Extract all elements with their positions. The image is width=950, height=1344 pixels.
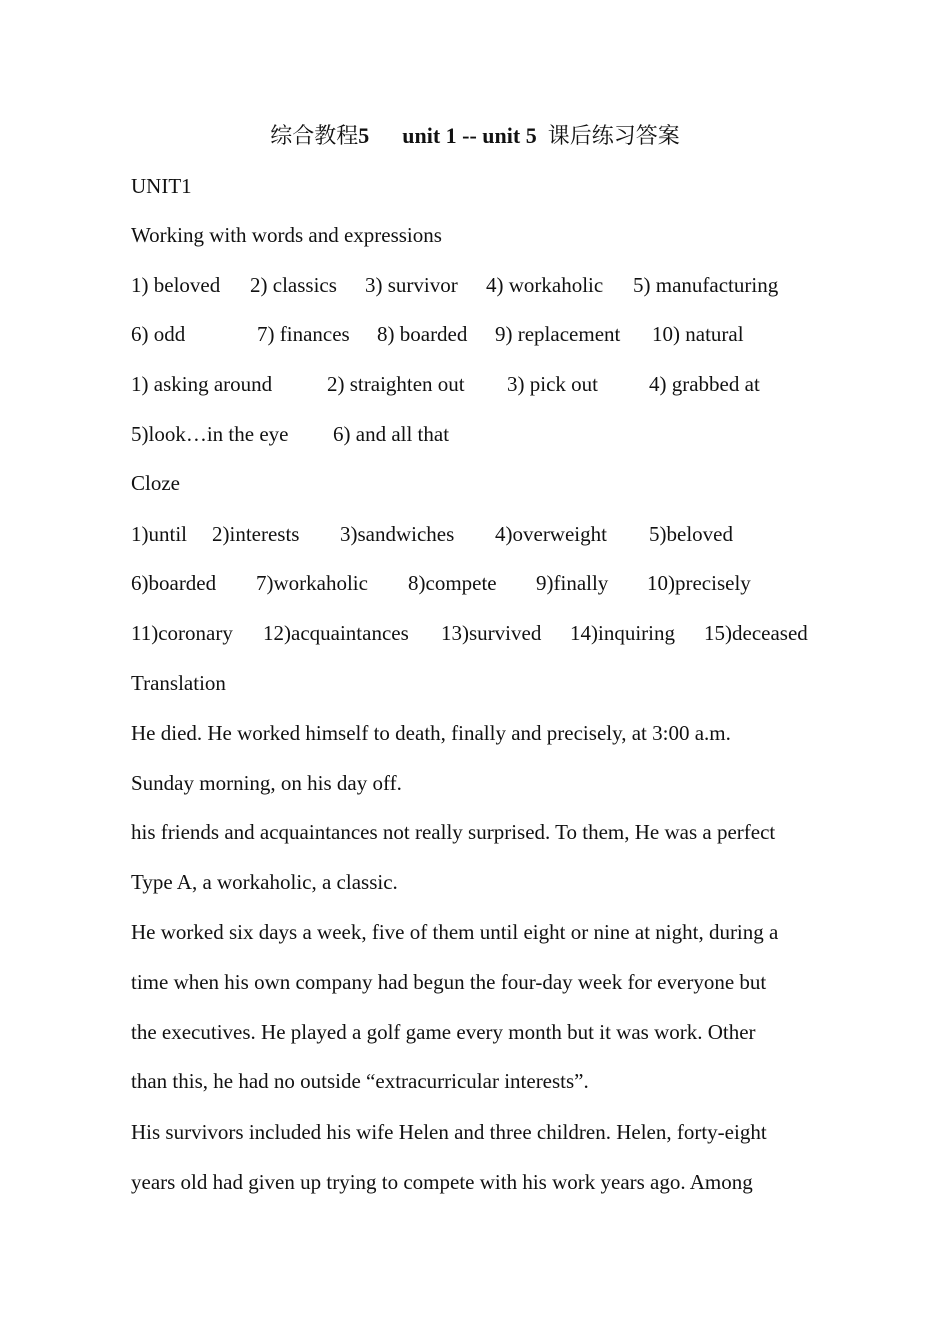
translation-line: the executives. He played a golf game every month but it was work. Other xyxy=(131,1020,756,1044)
answer-item: 5)look…in the eye xyxy=(131,422,289,446)
answer-item: 8) boarded xyxy=(377,322,468,346)
translation-line: time when his own company had begun the four-day week for everyone but xyxy=(131,970,767,994)
answer-item: 10)precisely xyxy=(647,571,751,595)
answer-item: 15)deceased xyxy=(704,621,808,645)
answer-item: 4) grabbed at xyxy=(649,372,760,396)
answer-item: 11)coronary xyxy=(131,621,233,645)
answer-item: 3) survivor xyxy=(365,273,458,297)
answer-item: 10) natural xyxy=(652,322,744,346)
answer-item: 6) and all that xyxy=(333,422,450,446)
answer-item: 1)until xyxy=(131,522,187,546)
title-chinese-2: 课后练习答案 xyxy=(547,123,680,148)
answer-item: 13)survived xyxy=(441,621,542,645)
translation-line: His survivors included his wife Helen and three children. Helen, forty-eight xyxy=(131,1120,767,1144)
title-number: 5 xyxy=(358,123,370,148)
answer-item: 2)interests xyxy=(212,522,300,546)
answer-item: 5) manufacturing xyxy=(633,273,779,297)
answer-item: 12)acquaintances xyxy=(263,621,409,645)
cloze-answers-row-2 xyxy=(131,568,831,598)
section-translation-heading: Translation xyxy=(131,671,226,695)
answer-item: 4) workaholic xyxy=(486,273,604,297)
answer-item: 14)inquiring xyxy=(570,621,675,645)
answer-item: 5)beloved xyxy=(649,522,733,546)
section-words-heading: Working with words and expressions xyxy=(131,223,442,247)
answer-item: 3) pick out xyxy=(507,372,598,396)
translation-line: years old had given up trying to compete with his work years ago. Among xyxy=(131,1170,753,1194)
phrases-answers-row-2 xyxy=(131,419,831,449)
translation-line: than this, he had no outside “extracurricular interests”. xyxy=(131,1069,589,1093)
title-units: unit 1 -- unit 5 xyxy=(402,123,537,148)
unit-heading: UNIT1 xyxy=(131,174,192,198)
answer-item: 7)workaholic xyxy=(256,571,368,595)
answer-item: 9)finally xyxy=(536,571,609,595)
answer-item: 7) finances xyxy=(257,322,350,346)
answer-item: 9) replacement xyxy=(495,322,621,346)
cloze-answers-row-1 xyxy=(131,519,831,549)
answer-item: 6)boarded xyxy=(131,571,217,595)
translation-line: Sunday morning, on his day off. xyxy=(131,771,402,795)
words-answers-row-1 xyxy=(131,270,831,300)
cloze-answers-row-3 xyxy=(131,618,831,648)
page-title xyxy=(0,119,950,150)
answer-item: 2) straighten out xyxy=(327,372,465,396)
answer-item: 3)sandwiches xyxy=(340,522,455,546)
translation-line: his friends and acquaintances not really surprised. To them, He was a perfect xyxy=(131,820,776,844)
translation-line: He worked six days a week, five of them until eight or nine at night, during a xyxy=(131,920,779,944)
answer-item: 2) classics xyxy=(250,273,337,297)
phrases-answers-row-1 xyxy=(131,369,831,399)
title-chinese-1: 综合教程 xyxy=(270,123,359,148)
answer-item: 6) odd xyxy=(131,322,186,346)
section-cloze-heading: Cloze xyxy=(131,471,180,495)
answer-item: 8)compete xyxy=(408,571,497,595)
answer-item: 4)overweight xyxy=(495,522,607,546)
answer-item: 1) asking around xyxy=(131,372,273,396)
answer-item: 1) beloved xyxy=(131,273,221,297)
translation-line: He died. He worked himself to death, finally and precisely, at 3:00 a.m. xyxy=(131,721,731,745)
words-answers-row-2 xyxy=(131,319,831,349)
translation-line: Type A, a workaholic, a classic. xyxy=(131,870,398,894)
